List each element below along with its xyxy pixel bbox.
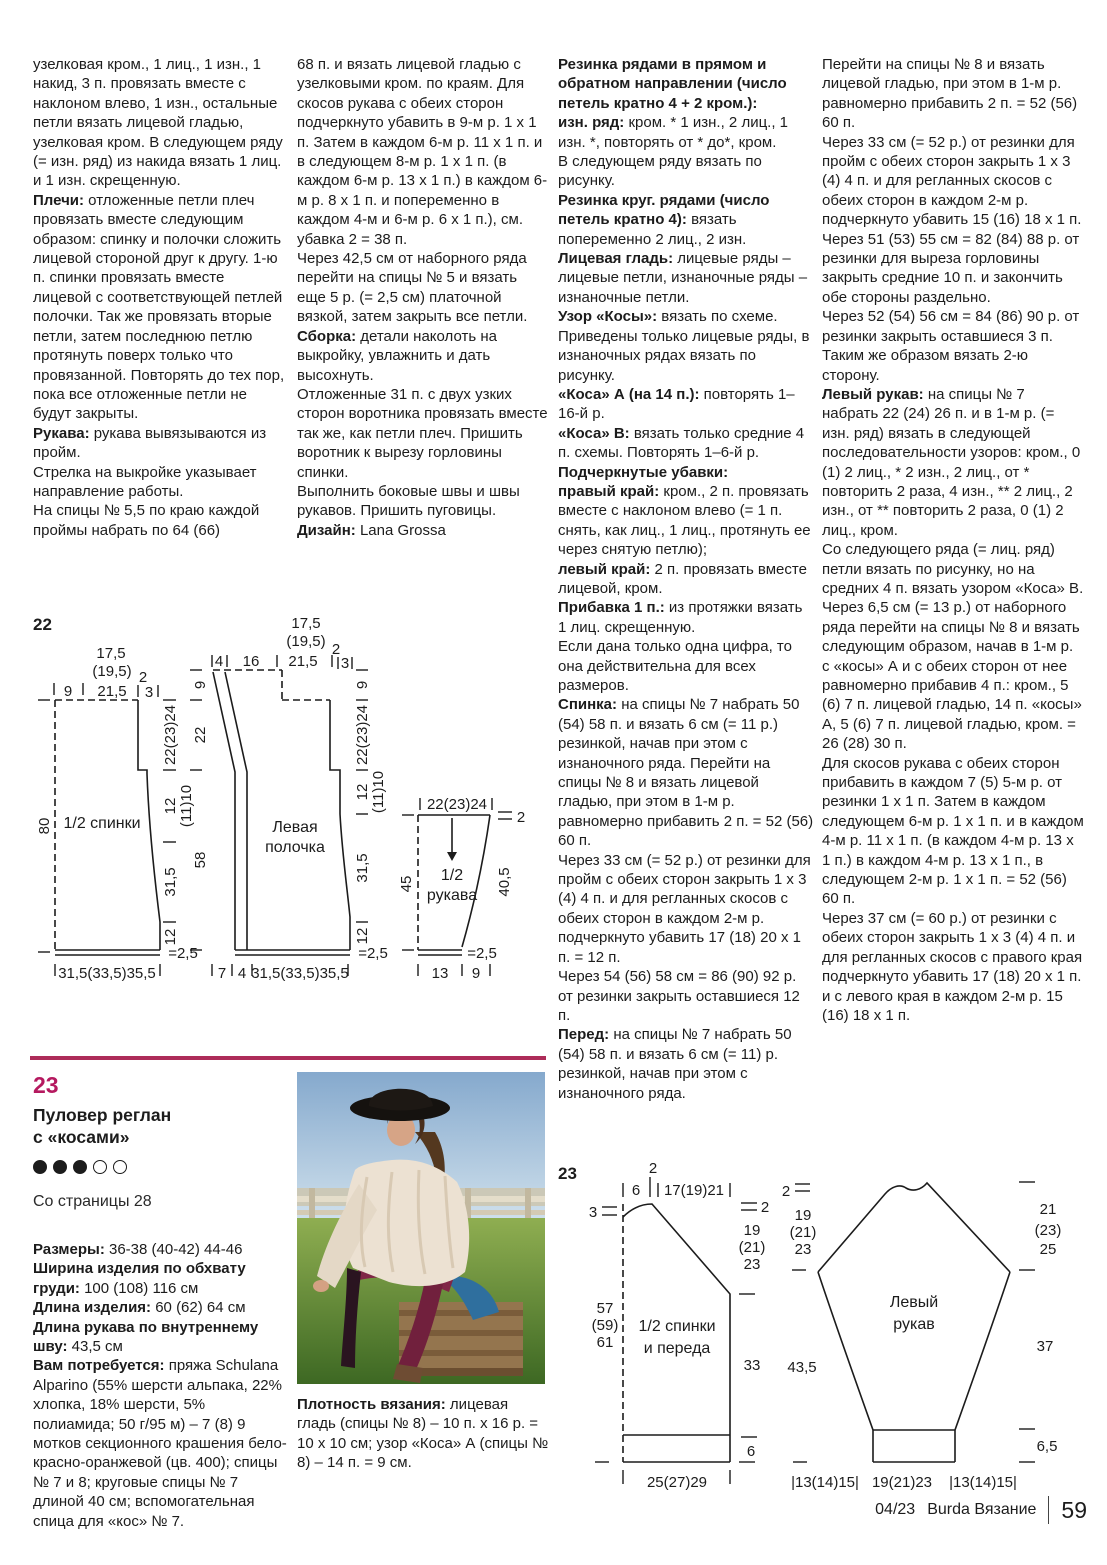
paragraph-text: 2 п. провязать вместе лицевой, кром. <box>558 560 807 597</box>
spec-value: 43,5 см <box>67 1338 123 1356</box>
spec-label: Длина изделия: <box>33 1299 152 1317</box>
paragraph-lead: Рукава: <box>33 424 90 442</box>
instruction-column-1 <box>33 55 286 540</box>
paragraph-text: Через 33 см (= 52 р.) от резинки для пройм с обеих сторон закрыть 1 х 3 (4) 4 п. и для регланных скосов с обеих сторон в каждом 2-м р. подчеркнуто убавить 15 (16) 18 х 1 п. <box>822 133 1082 229</box>
spec-paragraph <box>33 1240 289 1259</box>
paragraph <box>558 385 814 424</box>
paragraph <box>822 385 1084 540</box>
paragraph-text: Через 54 (56) 58 см = 86 (90) 92 р. от резинки закрыть оставшиеся 12 п. <box>558 968 800 1024</box>
dim-label: 16 <box>242 653 260 670</box>
section-title-line1: Пуловер реглан <box>33 1105 172 1125</box>
schematic-number: 23 <box>558 1164 577 1183</box>
paragraph-text: лицевые ряды – лицевые петли, изнаночные ряды – изнаночные петли. <box>558 250 808 306</box>
paragraph-lead: Резинка рядами в прямом и обратном направлении (число петель кратно 4 + 2 кром.): <box>558 56 787 112</box>
spec-value: 60 (62) 64 см <box>151 1299 246 1317</box>
dim-label: 23 <box>743 1256 761 1273</box>
paragraph <box>297 482 550 521</box>
paragraph <box>297 249 550 327</box>
paragraph-lead: Дизайн: <box>297 521 356 539</box>
gauge-paragraph <box>297 1395 551 1473</box>
paragraph-lead: Левый рукав: <box>822 385 924 403</box>
paragraph <box>822 307 1084 346</box>
paragraph <box>558 191 814 249</box>
paragraph-text: На спицы № 5,5 по краю каждой проймы набрать по 64 (66) <box>33 502 260 539</box>
dim-label: 2 <box>516 809 526 826</box>
dim-label: 2 <box>331 641 341 658</box>
piece-name: и переда <box>643 1340 711 1357</box>
dim-label: (59) <box>591 1317 619 1334</box>
spec-label: Ширина изделия по обхвату груди: <box>33 1260 246 1297</box>
paragraph <box>558 249 814 307</box>
piece-name: рукав <box>893 1316 935 1333</box>
paragraph <box>297 385 550 482</box>
dim-label: |13(14)15| <box>791 1474 859 1491</box>
dim-label: 58 <box>192 851 209 869</box>
model-photo <box>297 1072 545 1384</box>
difficulty-dot <box>53 1160 67 1174</box>
spec-label: Вам потребуется: <box>33 1357 165 1375</box>
paragraph-text: кром. * 1 изн., 2 лиц., 1 изн. *, повторять от * до*, кром. <box>558 114 789 151</box>
paragraph <box>558 695 814 850</box>
dim-label: 25 <box>1039 1241 1057 1258</box>
paragraph <box>822 909 1084 1025</box>
dim-label: (11)10 <box>178 784 195 828</box>
instruction-column-3 <box>558 55 814 1103</box>
dim-label: =2,5 <box>168 945 198 962</box>
paragraph-text: 68 п. и вязать лицевой гладью с узелковыми кром. по краям. Для скосов рукава с обеих сторон подчеркнуто убавить в 9-м р. 1 х 1 п. Затем в каждом 6-м р. 11 х 1 п. и в следующем 8-м р. 1 х 1 п. (в каждом 6-м р. 13 х 1 п.) в каждом 6-м р. 8 х 1 п. и попеременно в каждом 4-м и 6-м р. 6 х 1 п.), см. убавка 2 = 38 п. <box>297 56 548 248</box>
section-title-line2: с «косами» <box>33 1127 130 1147</box>
paragraph-text: Выполнить боковые швы и швы рукавов. Пришить пуговицы. <box>297 482 520 520</box>
dim-label: (23) <box>1034 1222 1062 1239</box>
paragraph-text: вязать попеременно 2 лиц., 2 изн. <box>558 211 747 248</box>
difficulty-dot <box>93 1160 107 1174</box>
paragraph <box>558 424 814 463</box>
paragraph-text: Lana Grossa <box>355 521 446 539</box>
paragraph <box>297 55 550 249</box>
paragraph <box>33 191 286 424</box>
instruction-column-2 <box>297 55 550 540</box>
dim-label: 31,5(33,5)35,5 <box>251 965 349 982</box>
dim-label: 2 <box>781 1183 791 1200</box>
paragraph-lead: Спинка: <box>558 696 618 714</box>
difficulty-dots <box>33 1160 127 1174</box>
dim-label: (21) <box>738 1239 766 1256</box>
instruction-column-4 <box>822 55 1084 1025</box>
paragraph <box>558 637 814 695</box>
paragraph-text: рукава вывязываются из пройм. <box>33 424 267 462</box>
gauge-block <box>297 1395 551 1473</box>
dim-label: =2,5 <box>467 945 497 962</box>
dim-label: (11)10 <box>370 770 387 814</box>
paragraph-lead: Узор «Косы»: <box>558 308 658 326</box>
paragraph-text: Для скосов рукава с обеих сторон прибавить в каждом 7 (5) 5-м р. от резинки 1 х 1 п. Затем в каждом следующем 6-м р. 1 х 1 п. и в каждом 4-м р. 11 х 1 п. (в каждом 4-м р. 13 х 1 п.) в каждом 4-м р. 13 х 1 п., в следующем 2-м р. 1 х 1 п. = 52 (56) 60 п. <box>822 754 1084 908</box>
dim-label: 4 <box>237 965 247 982</box>
paragraph-text: вязать только средние 4 п. схемы. Повторять 1–6-й р. <box>558 424 805 462</box>
paragraph-text: узелковая кром., 1 лиц., 1 изн., 1 накид, 3 п. провязать вместе с наклоном влево, 1 изн., остальные петли вязать лицевой гладью, узелковая кром. В следующем ряду (= изн. ряд) из накида вязать 1 лиц. и 1 изн. скрещенную. <box>33 56 283 190</box>
dim-label: 13 <box>431 965 449 982</box>
spec-paragraph <box>33 1259 289 1298</box>
paragraph-text: Через 37 см (= 60 р.) от резинки с обеих сторон закрыть 1 х 3 (4) 4 п. и для регланных скосов с правого края подчеркнуто убавить 17 (18) 20 х 1 п. и с левого края в каждом 2-м р. 15 (16) 18 х 1 п. <box>822 909 1083 1024</box>
dim-label: 31,5(33,5)35,5 <box>58 965 156 982</box>
paragraph-text: В следующем ряду вязать по рисунку. <box>558 153 762 190</box>
model-hand <box>313 1280 329 1292</box>
dim-label: 6 <box>631 1182 641 1199</box>
paragraph <box>822 346 1084 385</box>
dim-label: 22(23)24 <box>354 704 371 766</box>
paragraph <box>558 598 814 637</box>
paragraph-text: Через 42,5 см от наборного ряда перейти на спицы № 5 и вязать еще 5 р. (= 2,5 см) платочной вязкой, затем закрыть все петли. <box>297 250 528 326</box>
dim-label: |13(14)15| <box>949 1474 1017 1491</box>
footer-page-number: 59 <box>1048 1496 1087 1524</box>
front-piece-outline <box>190 655 368 976</box>
paragraph-text: из протяжки вязать 1 лиц. скрещенную. <box>558 599 803 636</box>
paragraph-lead: Перед: <box>558 1026 610 1044</box>
dim-label: 21,5 <box>288 653 318 670</box>
gauge-value: лицевая гладь (спицы № 8) – 10 п. х 16 р. = 10 х 10 см; узор «Коса» А (спицы № 8) – 14 п. = 9 см. <box>297 1396 549 1472</box>
paragraph-lead: Резинка круг. рядами (число петель кратно 4): <box>558 191 770 229</box>
dim-label: 23 <box>794 1241 812 1258</box>
paragraph <box>297 327 550 385</box>
section-title <box>33 1104 171 1148</box>
paragraph-text: вязать по схеме. Приведены только лицевые ряды, в изнаночных рядах вязать по рисунку. <box>558 308 810 384</box>
page-footer <box>875 1496 1087 1524</box>
paragraph-lead: левый край: <box>558 560 651 578</box>
dim-label: 22 <box>192 726 209 744</box>
paragraph-text: детали наколоть на выкройку, увлажнить и дать высохнуть. <box>297 327 497 384</box>
paragraph-text: Через 52 (54) 56 см = 84 (86) 90 р. от резинки закрыть оставшиеся 3 п. <box>822 308 1080 345</box>
photo-model-illustration <box>297 1072 545 1384</box>
dim-label: 22(23)24 <box>426 796 488 813</box>
spec-label: Длина рукава по внутреннему шву: <box>33 1318 259 1356</box>
paragraph <box>33 463 286 502</box>
piece-name: Левый <box>889 1294 939 1311</box>
dim-label: 9 <box>192 680 209 690</box>
dim-label: 31,5 <box>162 867 179 897</box>
paragraph <box>558 1025 814 1103</box>
dim-label: 9 <box>471 965 481 982</box>
paragraph <box>822 754 1084 909</box>
paragraph <box>558 307 814 385</box>
paragraph <box>822 230 1084 308</box>
back-piece-labels <box>36 645 198 982</box>
piece-name: Левая <box>272 819 318 836</box>
paragraph <box>558 560 814 599</box>
paragraph-text: отложенные петли плеч провязать вместе следующим образом: спинку и полочки сложить лицевой стороной друг к другу. 1-ю п. спинки провязать вместе лицевой с соответствующей петлей полочки. Так же провязать вторые петли, затем последнюю петлю протянуть поверх только что провязанной. Повторять до тех пор, пока все отложенные петли не будут закрыты. <box>33 191 285 423</box>
dim-label: 4 <box>214 653 224 670</box>
dim-label: 12 <box>162 928 179 946</box>
paragraph <box>822 598 1084 753</box>
paragraph <box>822 55 1084 133</box>
dim-label: (21) <box>789 1224 817 1241</box>
paragraph-text: Через 33 см (= 52 р.) от резинки для пройм с обеих сторон закрыть 1 х 3 (4) 4 п. и для регланных скосов с обеих сторон в каждом 2-м р. подчеркнуто убавить 17 (18) 20 х 1 п. = 12 п. <box>558 851 811 966</box>
paragraph-lead: Прибавка 1 п.: <box>558 599 665 617</box>
paragraph <box>33 501 286 540</box>
footer-magazine: Burda Вязание <box>927 1501 1037 1518</box>
dim-label: 43,5 <box>787 1359 817 1376</box>
paragraph-lead: Плечи: <box>33 191 85 209</box>
spec-label: Размеры: <box>33 1241 105 1258</box>
dim-label: =2,5 <box>358 945 388 962</box>
paragraph-text: Таким же образом вязать 2-ю сторону. <box>822 347 1029 384</box>
spec-value: 36-38 (40-42) 44-46 <box>104 1241 243 1258</box>
dim-label: 12 <box>354 783 371 801</box>
footer-issue: 04/23 <box>875 1501 916 1518</box>
spec-value: 100 (108) 116 см <box>79 1279 199 1297</box>
dim-label: 80 <box>36 817 53 835</box>
paragraph-text: Через 6,5 см (= 13 р.) от наборного ряда перейти на спицы № 8 и вязать следующим образом, начав в 1-м р. с «косы» А и с обеих сторон от нее равномерно прибавив 4 п.: кром., 5 (6) 7 п. лицевой гладью, 14 п. «косы» А, 5 (6) 7 п. лицевой гладью, кром. = 26 (28) 30 п. <box>822 599 1082 753</box>
section-number: 23 <box>33 1072 59 1098</box>
dim-label: 37 <box>1036 1338 1054 1355</box>
sleeve-piece-labels <box>398 796 525 982</box>
spec-paragraph <box>33 1318 289 1357</box>
dim-label: (19,5) <box>286 633 326 650</box>
dim-label: 40,5 <box>496 867 513 897</box>
paragraph-text: на спицы № 7 набрать 50 (54) 58 п. и вязать 6 см (= 11) р. резинкой, начав при этом с изнаночного ряда. <box>558 1026 792 1102</box>
section-divider-rule <box>30 1056 546 1060</box>
dim-label: 22(23)24 <box>162 704 179 766</box>
piece-name: рукава <box>426 887 478 904</box>
dim-label: 3 <box>144 684 154 701</box>
paragraph-lead: Сборка: <box>297 327 357 345</box>
dim-label: 17,5 <box>291 615 321 632</box>
paragraph <box>558 482 814 560</box>
piece-name: полочка <box>265 839 325 856</box>
sleeve-piece-labels <box>782 1183 1062 1491</box>
dim-label: 9 <box>354 680 371 690</box>
gauge-label: Плотность вязания: <box>297 1396 446 1413</box>
dim-label: 17,5 <box>96 645 126 662</box>
from-page-note: Со страницы 28 <box>33 1193 152 1210</box>
schematic-number: 22 <box>33 615 52 634</box>
dim-label: (19,5) <box>92 663 132 680</box>
paragraph <box>822 540 1084 598</box>
dim-label: 19 <box>794 1207 812 1224</box>
dim-label: 2 <box>138 669 148 686</box>
dim-label: 2 <box>760 1199 770 1216</box>
paragraph <box>558 152 814 191</box>
paragraph-lead: Подчеркнутые убавки: <box>558 463 729 481</box>
dim-label: 2 <box>648 1160 658 1177</box>
paragraph-lead: «Коса» В: <box>558 424 630 442</box>
paragraph-text: кром., 2 п. провязать вместе с наклоном влево (= 1 п. снять, как лиц., 1 лиц., протянуть ее через снятую петлю); <box>558 482 811 559</box>
dim-label: 21,5 <box>97 683 127 700</box>
paragraph-text: Отложенные 31 п. с двух узких сторон воротника провязать вместе так же, как петли плеч. Пришить воротник к вырезу горловины спинки. <box>297 385 548 481</box>
piece-name: 1/2 <box>440 867 464 884</box>
paragraph <box>558 113 814 152</box>
dim-label: 21 <box>1039 1201 1057 1218</box>
dim-label: 12 <box>354 927 371 945</box>
paragraph <box>558 463 814 482</box>
paragraph <box>822 133 1084 230</box>
paragraph-text: Если дана только одна цифра, то она действительна для всех размеров. <box>558 638 792 694</box>
paragraph-text: Стрелка на выкройке указывает направление работы. <box>33 463 257 500</box>
schematic-23 <box>555 1157 1085 1502</box>
paragraph-lead: Лицевая гладь: <box>558 250 674 268</box>
dim-label: 19 <box>743 1222 761 1239</box>
dim-label: 33 <box>743 1357 761 1374</box>
schematic-22 <box>30 612 545 1012</box>
paragraph-text: повторять 1–16-й р. <box>558 385 795 423</box>
dim-label: 3 <box>340 655 350 672</box>
paragraph <box>558 967 814 1025</box>
piece-name: 1/2 спинки <box>63 815 141 832</box>
spec-paragraph <box>33 1356 289 1531</box>
paragraph-text: Через 51 (53) 55 см = 82 (84) 88 р. от резинки для выреза горловины закрыть средние 10 п. и закончить обе стороны раздельно. <box>822 230 1080 306</box>
paragraph-text: на спицы № 7 набрать 50 (54) 58 п. и вязать 6 см (= 11 р.) резинкой, начав при этом с изнаночного ряда. Перейти на спицы № 8 и вязать лицевой гладью, при этом в 1-м р. равномерно прибавить 2 п. = 52 (56) 60 п. <box>558 696 814 850</box>
dim-label: 6 <box>746 1443 756 1460</box>
paragraph-lead: «Коса» А (на 14 п.): <box>558 385 700 403</box>
dim-label: 12 <box>162 797 179 815</box>
dim-label: 31,5 <box>354 853 371 883</box>
dim-label: 3 <box>588 1204 598 1221</box>
dim-label: 9 <box>63 683 73 700</box>
dim-label: 19(21)23 <box>871 1474 933 1491</box>
paragraph-text: Перейти на спицы № 8 и вязать лицевой гладью, при этом в 1-м р. равномерно прибавить 2 п. = 52 (56) 60 п. <box>822 56 1078 132</box>
paragraph <box>297 521 550 540</box>
paragraph <box>558 55 814 113</box>
difficulty-dot <box>113 1160 127 1174</box>
dim-label: 6,5 <box>1036 1438 1058 1455</box>
paragraph-lead: изн. ряд: <box>558 114 625 132</box>
difficulty-dot <box>73 1160 87 1174</box>
paragraph <box>33 424 286 463</box>
specs-block <box>33 1240 289 1531</box>
paragraph <box>33 55 286 191</box>
dim-label: 17(19)21 <box>663 1182 725 1199</box>
spec-value: пряжа Schulana Alparino (55% шерсти альпака, 22% хлопка, 18% шерсти, 5% полиамида; 50 г/95 м) – 7 (8) 9 мотков секционного крашения бело-красно-оранжевой (цв. 400); спицы № 7 и 8; круговые спицы № 7 длиной 40 см; вспомогательная спица для «кос» № 7. <box>33 1357 287 1530</box>
spec-paragraph <box>33 1298 289 1317</box>
dim-label: 61 <box>596 1334 614 1351</box>
paragraph <box>558 851 814 967</box>
dim-label: 45 <box>398 875 415 893</box>
difficulty-dot <box>33 1160 47 1174</box>
dim-label: 7 <box>217 965 227 982</box>
paragraph-lead: правый край: <box>558 482 660 500</box>
paragraph-text: на спицы № 7 набрать 22 (24) 26 п. и в 1-м р. (= изн. ряд) вязать в следующей последовательности узоров: кром., 0 (1) 2 лиц., * 2 изн., 2 лиц., от * повторить 2 раза, 4 изн., ** 2 лиц., 2 изн., от ** повторить 2 раза, 0 (1) 2 лиц., кром. <box>822 385 1081 539</box>
dim-label: 25(27)29 <box>646 1474 708 1491</box>
paragraph-text: Со следующего ряда (= лиц. ряд) петли вязать по рисунку, но на средних 4 п. вязать узором «Коса» В. <box>822 541 1084 597</box>
piece-name: 1/2 спинки <box>638 1318 716 1335</box>
dim-label: 57 <box>596 1300 614 1317</box>
